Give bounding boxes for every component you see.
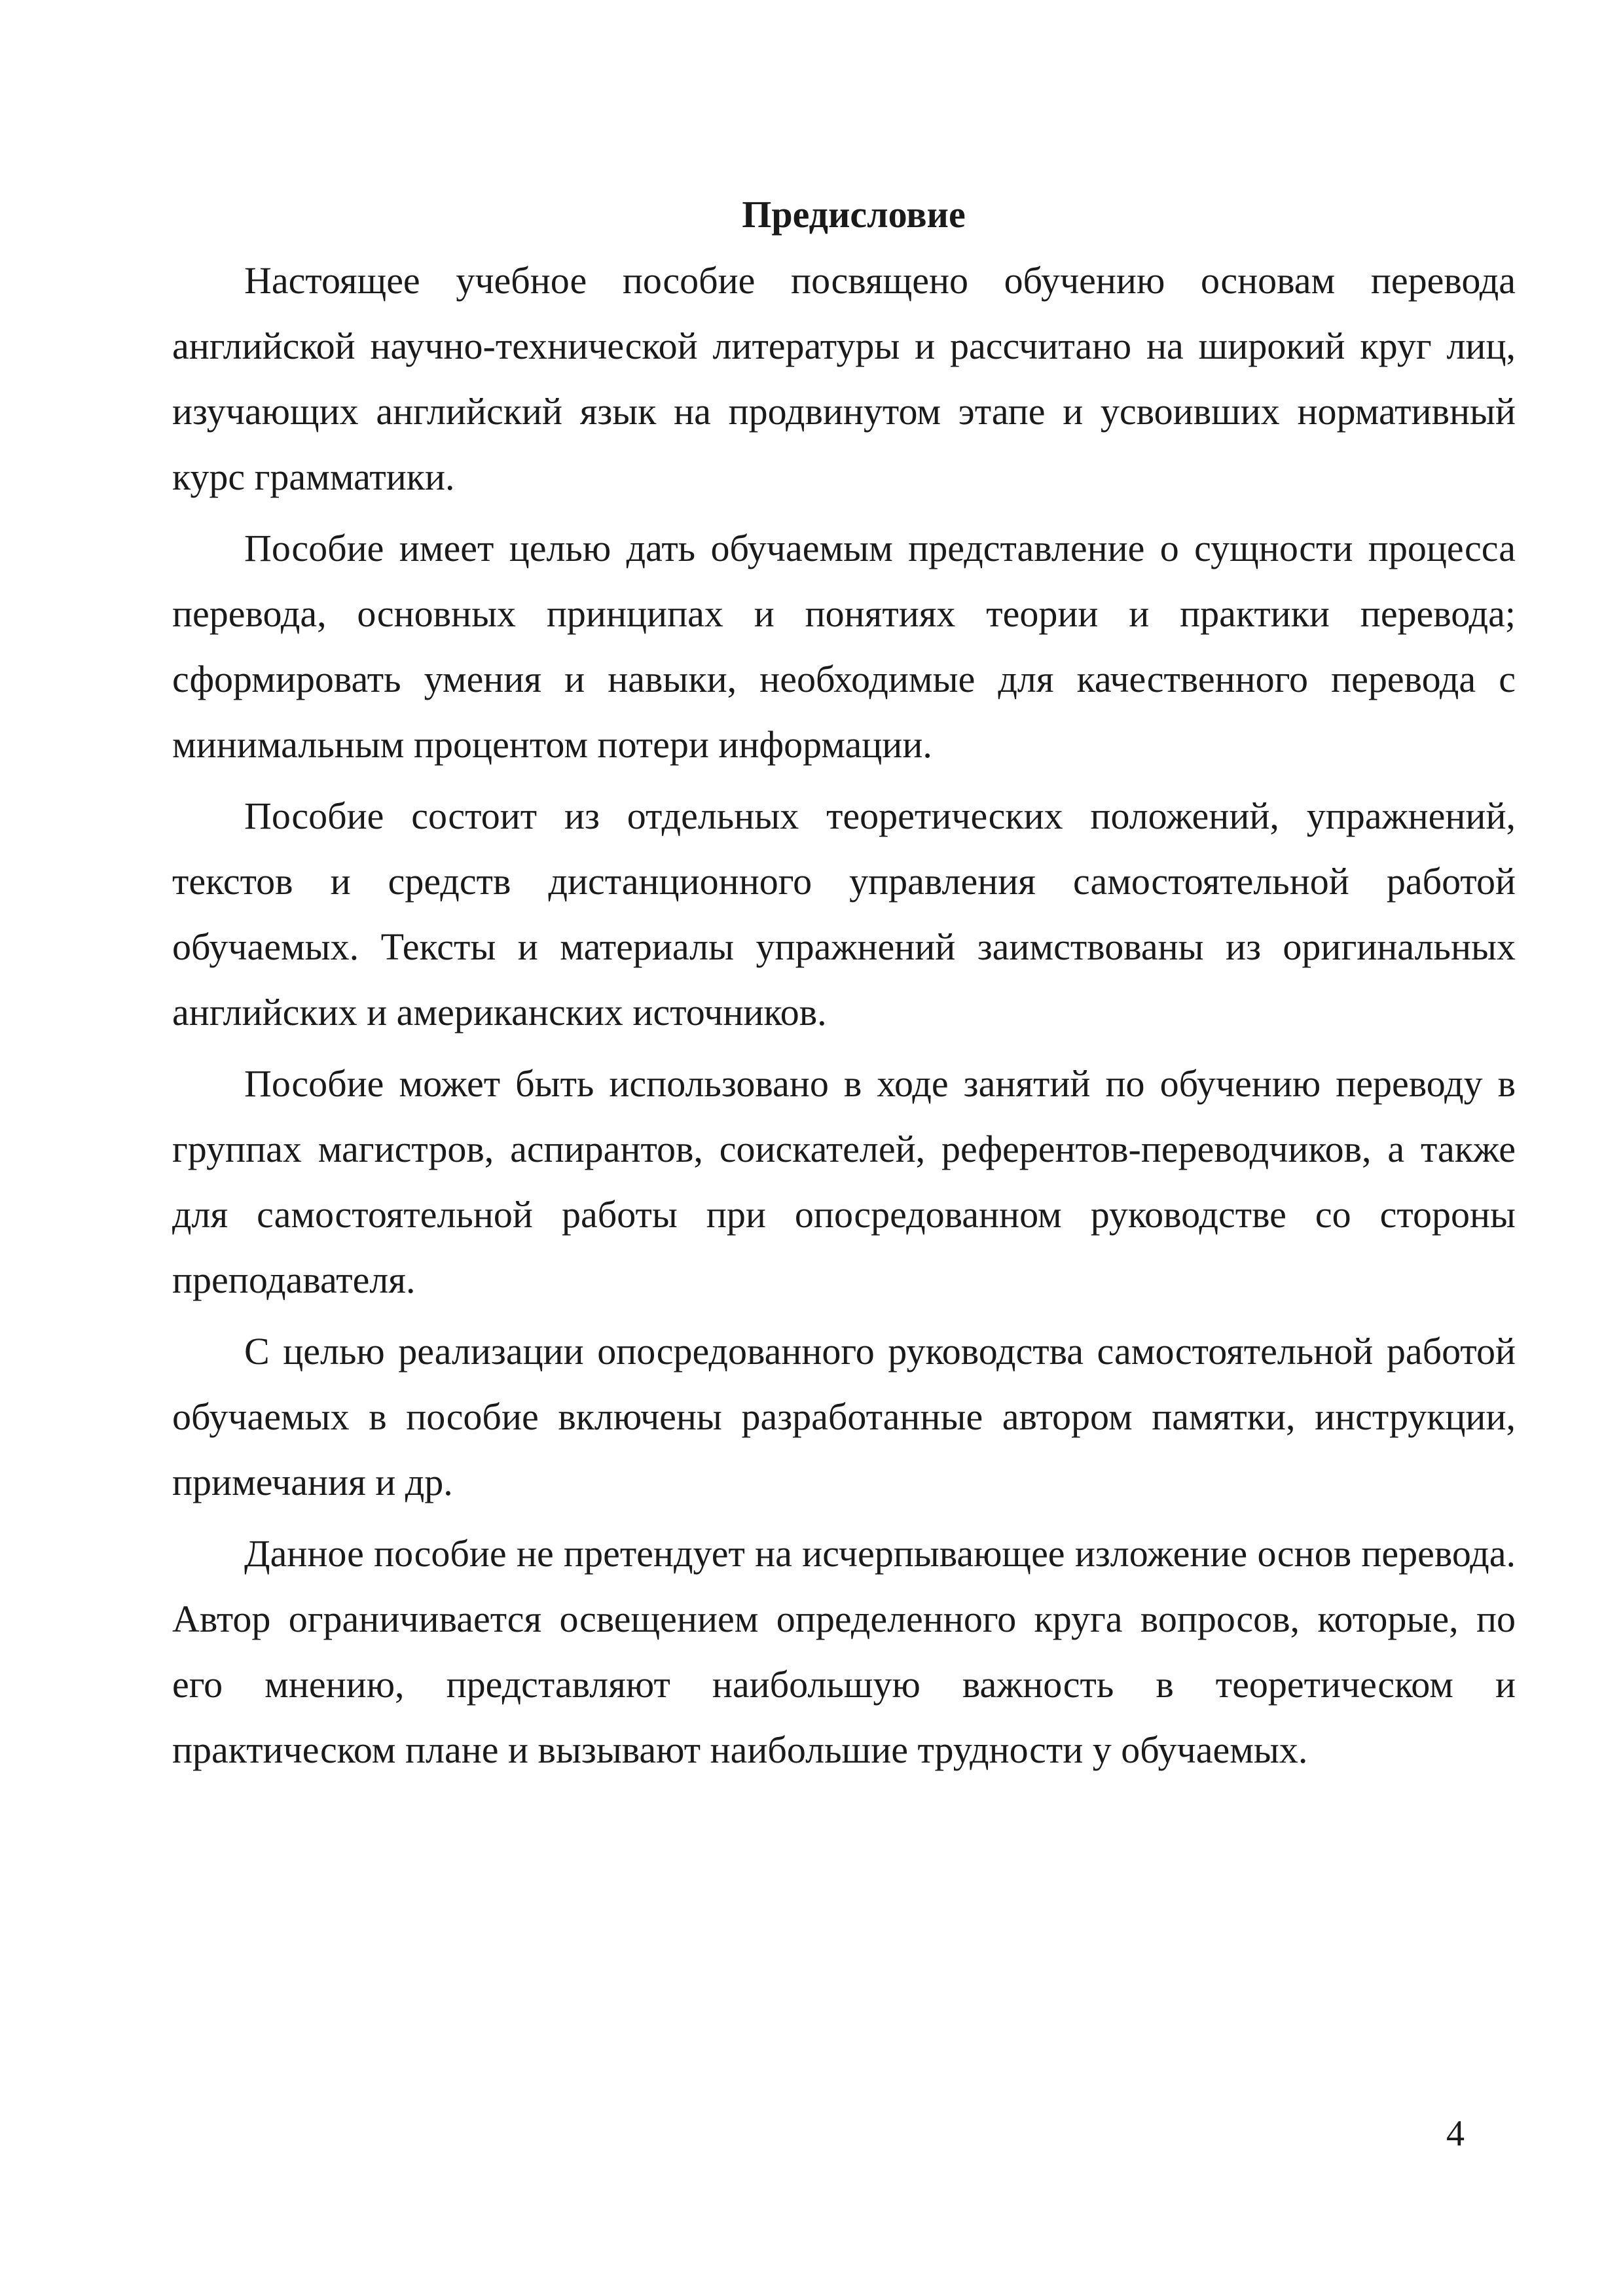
paragraph-5: С целью реализации опосредованного руководства самостоятельной работой обучаемых в пособие включены разработанные автором памятки, инструкции, примечания и др. [172, 1330, 1516, 1503]
document-body [172, 187, 1516, 1789]
paragraph-1: Настоящее учебное пособие посвящено обучению основам перевода английской научно-технической литературы и рассчитано на широкий круг лиц, изучающих английский язык на продвинутом этапе и усвоивших нормативный курс грамматики. [172, 259, 1516, 498]
page-title: Предисловие [742, 193, 966, 236]
paragraph-2: Пособие имеет целью дать обучаемым представление о сущности процесса перевода, основных принципах и понятиях теории и практики перевода; сформировать умения и навыки, необходимые для качественного перевода с минимальным процентом потери информации. [172, 527, 1516, 766]
paragraph-6: Данное пособие не претендует на исчерпывающее изложение основ перевода. Автор ограничивается освещением определенного круга вопросов, которые, по его мнению, представляют наибольшую важность в теоретическом и практическом плане и вызывают наибольшие трудности у обучаемых. [172, 1532, 1516, 1771]
paragraph-4: Пособие может быть использовано в ходе занятий по обучению переводу в группах магистров, аспирантов, соискателей, референтов-переводчиков, а также для самостоятельной работы при опосредованном руководстве со стороны преподавателя. [172, 1062, 1516, 1301]
page-number: 4 [1446, 2113, 1465, 2154]
paragraph-3: Пособие состоит из отдельных теоретических положений, упражнений, текстов и средств дистанционного управления самостоятельной работой обучаемых. Тексты и материалы упражнений заимствованы из оригинальных английских и американских источников. [172, 795, 1516, 1033]
